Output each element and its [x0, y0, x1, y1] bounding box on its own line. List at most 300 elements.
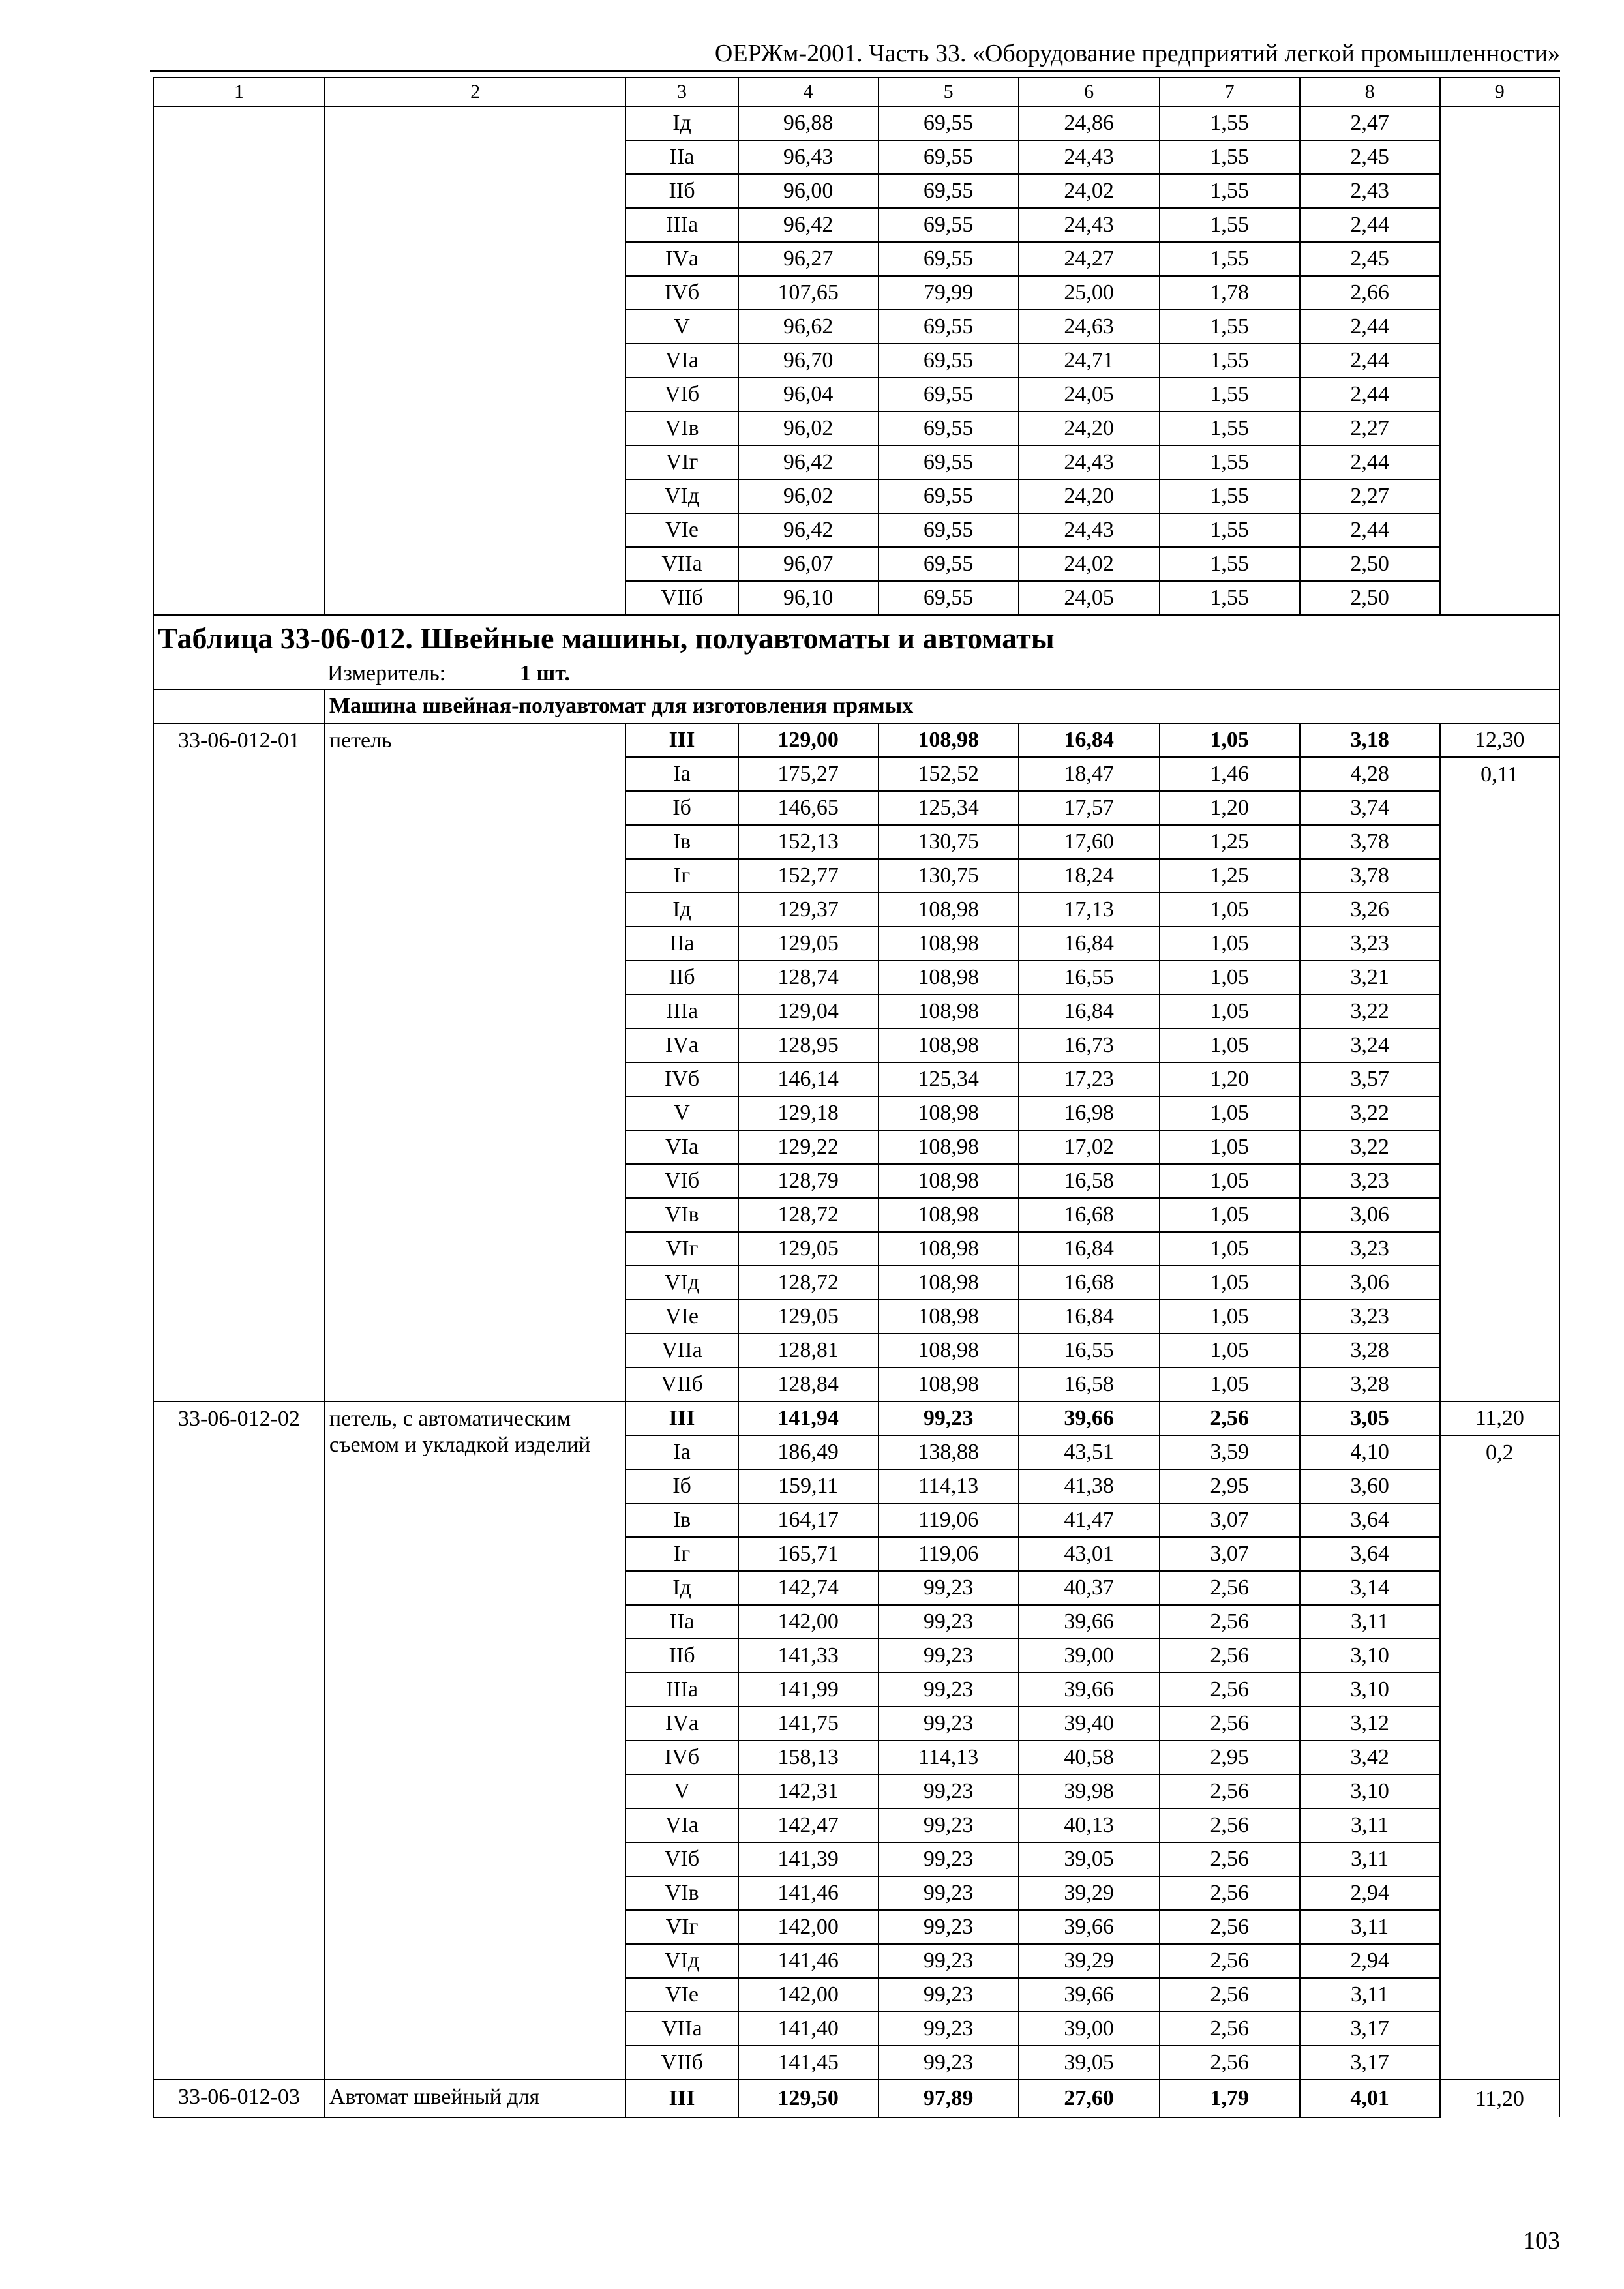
column-number: 4: [738, 78, 879, 106]
machine-cost-cell: 24,02: [1019, 547, 1160, 581]
labor-cost-cell: 138,88: [879, 1435, 1019, 1469]
labor-cost-cell: 69,55: [879, 310, 1019, 344]
zone-cell: VIб: [625, 1842, 738, 1876]
materials-cell: 3,23: [1300, 1164, 1440, 1198]
zone-cell: Iб: [625, 791, 738, 825]
total-cost-cell: 129,04: [738, 995, 879, 1028]
total-cost-cell: 141,99: [738, 1673, 879, 1707]
labor-cost-cell: 99,23: [879, 1978, 1019, 2012]
column-number: 2: [325, 78, 626, 106]
materials-cell: 2,27: [1300, 411, 1440, 445]
labor-cost-cell: 108,98: [879, 927, 1019, 961]
total-cost-cell: 141,75: [738, 1707, 879, 1741]
machine-cost-cell: 18,47: [1019, 757, 1160, 791]
total-cost-cell: 96,27: [738, 242, 879, 276]
total-cost-cell: 129,05: [738, 1300, 879, 1334]
item-name: петель, с автоматическим съемом и укладкой изделий: [325, 1401, 626, 2080]
machine-cost-cell: 39,66: [1019, 1401, 1160, 1435]
zone-cell: VIа: [625, 344, 738, 378]
labor-cost-cell: 99,23: [879, 1944, 1019, 1978]
col9-cell: [1440, 1469, 1559, 2080]
zone-cell: VIв: [625, 1198, 738, 1232]
labor-cost-cell: 69,55: [879, 174, 1019, 208]
wages-cell: 2,56: [1160, 1978, 1300, 2012]
machine-cost-cell: 39,98: [1019, 1774, 1160, 1808]
labor-cost-cell: 79,99: [879, 276, 1019, 310]
total-cost-cell: 186,49: [738, 1435, 879, 1469]
wages-cell: 1,05: [1160, 1164, 1300, 1198]
total-cost-cell: 164,17: [738, 1503, 879, 1537]
machine-cost-cell: 24,20: [1019, 479, 1160, 513]
item-code: 33-06-012-03: [153, 2080, 325, 2117]
total-cost-cell: 96,00: [738, 174, 879, 208]
zone-cell: III: [625, 2080, 738, 2117]
total-cost-cell: 165,71: [738, 1537, 879, 1571]
labor-cost-cell: 108,98: [879, 893, 1019, 927]
unit-line: [158, 659, 1555, 689]
materials-cell: 3,23: [1300, 927, 1440, 961]
total-cost-cell: 129,22: [738, 1130, 879, 1164]
wages-cell: 1,05: [1160, 1300, 1300, 1334]
materials-cell: 3,18: [1300, 723, 1440, 757]
materials-cell: 2,43: [1300, 174, 1440, 208]
machine-cost-cell: 16,84: [1019, 1300, 1160, 1334]
zone-cell: IIIа: [625, 995, 738, 1028]
machine-cost-cell: 24,43: [1019, 140, 1160, 174]
total-cost-cell: 142,00: [738, 1605, 879, 1639]
wages-cell: 1,20: [1160, 791, 1300, 825]
wages-cell: 1,79: [1160, 2080, 1300, 2117]
zone-cell: VIб: [625, 1164, 738, 1198]
machine-cost-cell: 39,05: [1019, 1842, 1160, 1876]
labor-cost-cell: 108,98: [879, 1334, 1019, 1368]
total-cost-cell: 146,14: [738, 1062, 879, 1096]
labor-cost-cell: 114,13: [879, 1469, 1019, 1503]
column-number: 1: [153, 78, 325, 106]
total-cost-cell: 141,39: [738, 1842, 879, 1876]
materials-cell: 3,74: [1300, 791, 1440, 825]
machine-cost-cell: 43,01: [1019, 1537, 1160, 1571]
labor-cost-cell: 99,23: [879, 1401, 1019, 1435]
total-cost-cell: 96,10: [738, 581, 879, 615]
col9-cell: [1440, 791, 1559, 1401]
zone-cell: Iв: [625, 825, 738, 859]
wages-cell: 1,05: [1160, 1028, 1300, 1062]
zone-cell: VIIа: [625, 1334, 738, 1368]
labor-cost-cell: 108,98: [879, 723, 1019, 757]
labor-cost-cell: 108,98: [879, 1130, 1019, 1164]
wages-cell: 2,56: [1160, 1401, 1300, 1435]
materials-cell: 3,11: [1300, 1605, 1440, 1639]
zone-cell: V: [625, 310, 738, 344]
total-cost-cell: 152,13: [738, 825, 879, 859]
wages-cell: 2,95: [1160, 1741, 1300, 1774]
zone-cell: VIг: [625, 1910, 738, 1944]
machine-cost-cell: 39,40: [1019, 1707, 1160, 1741]
labor-cost-cell: 69,55: [879, 513, 1019, 547]
materials-cell: 3,78: [1300, 859, 1440, 893]
labor-cost-cell: 99,23: [879, 1673, 1019, 1707]
labor-cost-cell: 99,23: [879, 1876, 1019, 1910]
column-number: 7: [1160, 78, 1300, 106]
zone-cell: III: [625, 723, 738, 757]
total-cost-cell: 128,74: [738, 961, 879, 995]
machine-cost-cell: 16,84: [1019, 927, 1160, 961]
machine-cost-cell: 40,13: [1019, 1808, 1160, 1842]
total-cost-cell: 128,95: [738, 1028, 879, 1062]
wages-cell: 1,78: [1160, 276, 1300, 310]
wages-cell: 1,05: [1160, 1368, 1300, 1401]
wages-cell: 1,55: [1160, 208, 1300, 242]
labor-cost-cell: 108,98: [879, 1266, 1019, 1300]
zone-cell: IVа: [625, 1707, 738, 1741]
machine-cost-cell: 27,60: [1019, 2080, 1160, 2117]
rates-table: [153, 77, 1560, 2118]
wages-cell: 1,55: [1160, 445, 1300, 479]
total-cost-cell: 96,07: [738, 547, 879, 581]
materials-cell: 3,06: [1300, 1266, 1440, 1300]
machine-cost-cell: 16,84: [1019, 1232, 1160, 1266]
materials-cell: 3,12: [1300, 1707, 1440, 1741]
zone-cell: Iв: [625, 1503, 738, 1537]
machine-cost-cell: 43,51: [1019, 1435, 1160, 1469]
total-cost-cell: 129,37: [738, 893, 879, 927]
machine-cost-cell: 16,73: [1019, 1028, 1160, 1062]
wages-cell: 3,59: [1160, 1435, 1300, 1469]
materials-cell: 3,11: [1300, 1842, 1440, 1876]
materials-cell: 3,64: [1300, 1537, 1440, 1571]
machine-cost-cell: 16,68: [1019, 1198, 1160, 1232]
labor-cost-cell: 99,23: [879, 1605, 1019, 1639]
table-body: [153, 78, 1559, 2117]
wages-cell: 1,55: [1160, 174, 1300, 208]
labor-cost-cell: 99,23: [879, 1707, 1019, 1741]
machine-cost-cell: 25,00: [1019, 276, 1160, 310]
total-cost-cell: 152,77: [738, 859, 879, 893]
materials-cell: 2,47: [1300, 106, 1440, 140]
machine-cost-cell: 24,86: [1019, 106, 1160, 140]
total-cost-cell: 129,05: [738, 1232, 879, 1266]
total-cost-cell: 96,42: [738, 208, 879, 242]
machine-cost-cell: 24,27: [1019, 242, 1160, 276]
labor-cost-cell: 99,23: [879, 1639, 1019, 1673]
total-cost-cell: 129,18: [738, 1096, 879, 1130]
zone-cell: V: [625, 1774, 738, 1808]
zone-cell: Iб: [625, 1469, 738, 1503]
zone-cell: Iд: [625, 106, 738, 140]
col9-value: 11,20: [1440, 2080, 1559, 2117]
total-cost-cell: 96,62: [738, 310, 879, 344]
wages-cell: 1,55: [1160, 106, 1300, 140]
zone-cell: IVб: [625, 1062, 738, 1096]
wages-cell: 1,05: [1160, 1198, 1300, 1232]
total-cost-cell: 142,74: [738, 1571, 879, 1605]
zone-cell: V: [625, 1096, 738, 1130]
zone-cell: VIе: [625, 513, 738, 547]
labor-cost-cell: 69,55: [879, 140, 1019, 174]
materials-cell: 3,57: [1300, 1062, 1440, 1096]
wages-cell: 1,05: [1160, 1130, 1300, 1164]
column-number: 6: [1019, 78, 1160, 106]
materials-cell: 3,60: [1300, 1469, 1440, 1503]
unit-value: 1 шт.: [520, 661, 570, 685]
materials-cell: 3,28: [1300, 1368, 1440, 1401]
materials-cell: 3,11: [1300, 1978, 1440, 2012]
total-cost-cell: 142,47: [738, 1808, 879, 1842]
labor-cost-cell: 130,75: [879, 825, 1019, 859]
machine-cost-cell: 24,20: [1019, 411, 1160, 445]
wages-cell: 1,55: [1160, 547, 1300, 581]
labor-cost-cell: 69,55: [879, 106, 1019, 140]
unit-label: Измеритель:: [327, 661, 446, 685]
materials-cell: 3,26: [1300, 893, 1440, 927]
machine-cost-cell: 16,58: [1019, 1164, 1160, 1198]
wages-cell: 3,07: [1160, 1503, 1300, 1537]
machine-cost-cell: 18,24: [1019, 859, 1160, 893]
wages-cell: 2,56: [1160, 2012, 1300, 2046]
zone-cell: VIд: [625, 1266, 738, 1300]
zone-cell: VIIб: [625, 581, 738, 615]
zone-cell: VIе: [625, 1978, 738, 2012]
machine-cost-cell: 24,71: [1019, 344, 1160, 378]
wages-cell: 1,25: [1160, 859, 1300, 893]
zone-cell: VIд: [625, 479, 738, 513]
zone-cell: IIа: [625, 140, 738, 174]
zone-cell: Iд: [625, 893, 738, 927]
col9-value: 11,20: [1440, 1401, 1559, 1435]
machine-cost-cell: 17,13: [1019, 893, 1160, 927]
labor-cost-cell: 99,23: [879, 1842, 1019, 1876]
wages-cell: 1,05: [1160, 1334, 1300, 1368]
machine-cost-cell: 24,05: [1019, 378, 1160, 411]
group-title-row: [153, 689, 1559, 723]
column-number-row: [153, 78, 1559, 106]
machine-cost-cell: 40,37: [1019, 1571, 1160, 1605]
labor-cost-cell: 114,13: [879, 1741, 1019, 1774]
wages-cell: 1,25: [1160, 825, 1300, 859]
total-cost-cell: 96,42: [738, 513, 879, 547]
table-title-row: [153, 615, 1559, 689]
labor-cost-cell: 69,55: [879, 411, 1019, 445]
zone-cell: VIв: [625, 1876, 738, 1910]
wages-cell: 1,46: [1160, 757, 1300, 791]
total-cost-cell: 142,00: [738, 1978, 879, 2012]
table-row: [153, 106, 1559, 140]
materials-cell: 2,44: [1300, 208, 1440, 242]
wages-cell: 1,05: [1160, 723, 1300, 757]
wages-cell: 1,55: [1160, 242, 1300, 276]
zone-cell: IIIа: [625, 1673, 738, 1707]
materials-cell: 3,23: [1300, 1232, 1440, 1266]
labor-cost-cell: 69,55: [879, 208, 1019, 242]
machine-cost-cell: 17,23: [1019, 1062, 1160, 1096]
table-title-cell: [153, 615, 1559, 689]
wages-cell: 2,56: [1160, 1673, 1300, 1707]
total-cost-cell: 141,46: [738, 1944, 879, 1978]
zone-cell: IIб: [625, 1639, 738, 1673]
zone-cell: VIб: [625, 378, 738, 411]
labor-cost-cell: 69,55: [879, 242, 1019, 276]
total-cost-cell: 96,04: [738, 378, 879, 411]
code-cell: [153, 106, 325, 615]
labor-cost-cell: 125,34: [879, 791, 1019, 825]
materials-cell: 4,28: [1300, 757, 1440, 791]
zone-cell: Iа: [625, 1435, 738, 1469]
zone-cell: IIб: [625, 961, 738, 995]
machine-cost-cell: 39,00: [1019, 1639, 1160, 1673]
wages-cell: 2,95: [1160, 1469, 1300, 1503]
total-cost-cell: 129,00: [738, 723, 879, 757]
wages-cell: 2,56: [1160, 1774, 1300, 1808]
wages-cell: 1,55: [1160, 310, 1300, 344]
wages-cell: 1,55: [1160, 513, 1300, 547]
zone-cell: IVб: [625, 276, 738, 310]
labor-cost-cell: 108,98: [879, 1198, 1019, 1232]
machine-cost-cell: 39,29: [1019, 1944, 1160, 1978]
machine-cost-cell: 16,84: [1019, 995, 1160, 1028]
total-cost-cell: 146,65: [738, 791, 879, 825]
labor-cost-cell: 108,98: [879, 1096, 1019, 1130]
wages-cell: 2,56: [1160, 1808, 1300, 1842]
materials-cell: 3,10: [1300, 1774, 1440, 1808]
total-cost-cell: 128,84: [738, 1368, 879, 1401]
total-cost-cell: 96,88: [738, 106, 879, 140]
labor-cost-cell: 69,55: [879, 344, 1019, 378]
machine-cost-cell: 24,43: [1019, 445, 1160, 479]
total-cost-cell: 96,42: [738, 445, 879, 479]
zone-cell: VIе: [625, 1300, 738, 1334]
item-code: 33-06-012-02: [153, 1401, 325, 2080]
name-cell: [325, 106, 626, 615]
materials-cell: 3,28: [1300, 1334, 1440, 1368]
total-cost-cell: 128,79: [738, 1164, 879, 1198]
machine-cost-cell: 16,58: [1019, 1368, 1160, 1401]
wages-cell: 1,20: [1160, 1062, 1300, 1096]
materials-cell: 3,11: [1300, 1910, 1440, 1944]
materials-cell: 2,27: [1300, 479, 1440, 513]
labor-cost-cell: 99,23: [879, 1910, 1019, 1944]
zone-cell: VIг: [625, 1232, 738, 1266]
labor-cost-cell: 130,75: [879, 859, 1019, 893]
machine-cost-cell: 39,29: [1019, 1876, 1160, 1910]
col9-value: 0,11: [1440, 757, 1559, 791]
item-name: Автомат швейный для: [325, 2080, 626, 2117]
table-row: [153, 723, 1559, 757]
materials-cell: 2,94: [1300, 1876, 1440, 1910]
machine-cost-cell: 16,55: [1019, 1334, 1160, 1368]
wages-cell: 1,55: [1160, 411, 1300, 445]
zone-cell: VIд: [625, 1944, 738, 1978]
wages-cell: 2,56: [1160, 1639, 1300, 1673]
materials-cell: 2,44: [1300, 378, 1440, 411]
labor-cost-cell: 69,55: [879, 378, 1019, 411]
machine-cost-cell: 41,47: [1019, 1503, 1160, 1537]
machine-cost-cell: 16,98: [1019, 1096, 1160, 1130]
materials-cell: 4,01: [1300, 2080, 1440, 2117]
total-cost-cell: 141,94: [738, 1401, 879, 1435]
materials-cell: 2,66: [1300, 276, 1440, 310]
table-title: Таблица 33-06-012. Швейные машины, полуавтоматы и автоматы: [158, 621, 1055, 655]
labor-cost-cell: 108,98: [879, 1300, 1019, 1334]
materials-cell: 3,17: [1300, 2012, 1440, 2046]
zone-cell: III: [625, 1401, 738, 1435]
machine-cost-cell: 16,68: [1019, 1266, 1160, 1300]
wages-cell: 1,55: [1160, 479, 1300, 513]
materials-cell: 3,22: [1300, 1096, 1440, 1130]
zone-cell: IVб: [625, 1741, 738, 1774]
labor-cost-cell: 99,23: [879, 2046, 1019, 2080]
materials-cell: 3,10: [1300, 1639, 1440, 1673]
machine-cost-cell: 17,60: [1019, 825, 1160, 859]
materials-cell: 3,42: [1300, 1741, 1440, 1774]
zone-cell: IIа: [625, 1605, 738, 1639]
total-cost-cell: 96,02: [738, 411, 879, 445]
labor-cost-cell: 119,06: [879, 1537, 1019, 1571]
zone-cell: VIг: [625, 445, 738, 479]
wages-cell: 1,55: [1160, 344, 1300, 378]
total-cost-cell: 159,11: [738, 1469, 879, 1503]
col9-value: 12,30: [1440, 723, 1559, 757]
wages-cell: 1,05: [1160, 893, 1300, 927]
wages-cell: 2,56: [1160, 1876, 1300, 1910]
total-cost-cell: 141,46: [738, 1876, 879, 1910]
group-title: Машина швейная-полуавтомат для изготовления прямых: [325, 689, 1559, 723]
zone-cell: Iг: [625, 859, 738, 893]
materials-cell: 2,45: [1300, 140, 1440, 174]
column-number: 8: [1300, 78, 1440, 106]
zone-cell: VIIа: [625, 2012, 738, 2046]
zone-cell: VIIб: [625, 2046, 738, 2080]
materials-cell: 3,17: [1300, 2046, 1440, 2080]
labor-cost-cell: 69,55: [879, 581, 1019, 615]
total-cost-cell: 141,33: [738, 1639, 879, 1673]
wages-cell: 1,55: [1160, 581, 1300, 615]
column-number: 5: [879, 78, 1019, 106]
labor-cost-cell: 108,98: [879, 961, 1019, 995]
labor-cost-cell: 99,23: [879, 1774, 1019, 1808]
wages-cell: 1,05: [1160, 1096, 1300, 1130]
machine-cost-cell: 17,02: [1019, 1130, 1160, 1164]
total-cost-cell: 142,31: [738, 1774, 879, 1808]
materials-cell: 2,94: [1300, 1944, 1440, 1978]
materials-cell: 2,44: [1300, 513, 1440, 547]
machine-cost-cell: 41,38: [1019, 1469, 1160, 1503]
total-cost-cell: 129,50: [738, 2080, 879, 2117]
total-cost-cell: 107,65: [738, 276, 879, 310]
labor-cost-cell: 99,23: [879, 1571, 1019, 1605]
machine-cost-cell: 24,05: [1019, 581, 1160, 615]
materials-cell: 2,50: [1300, 547, 1440, 581]
machine-cost-cell: 16,55: [1019, 961, 1160, 995]
wages-cell: 2,56: [1160, 1944, 1300, 1978]
machine-cost-cell: 39,66: [1019, 1673, 1160, 1707]
group-spacer-cell: [153, 689, 325, 723]
table-row: [153, 1401, 1559, 1435]
column-number: 3: [625, 78, 738, 106]
total-cost-cell: 141,40: [738, 2012, 879, 2046]
zone-cell: VIIа: [625, 547, 738, 581]
machine-cost-cell: 24,63: [1019, 310, 1160, 344]
wages-cell: 1,05: [1160, 1232, 1300, 1266]
total-cost-cell: 175,27: [738, 757, 879, 791]
header-rule: [150, 70, 1560, 72]
table-row: [153, 2080, 1559, 2117]
labor-cost-cell: 108,98: [879, 1028, 1019, 1062]
machine-cost-cell: 39,66: [1019, 1605, 1160, 1639]
materials-cell: 4,10: [1300, 1435, 1440, 1469]
zone-cell: VIв: [625, 411, 738, 445]
machine-cost-cell: 24,43: [1019, 208, 1160, 242]
